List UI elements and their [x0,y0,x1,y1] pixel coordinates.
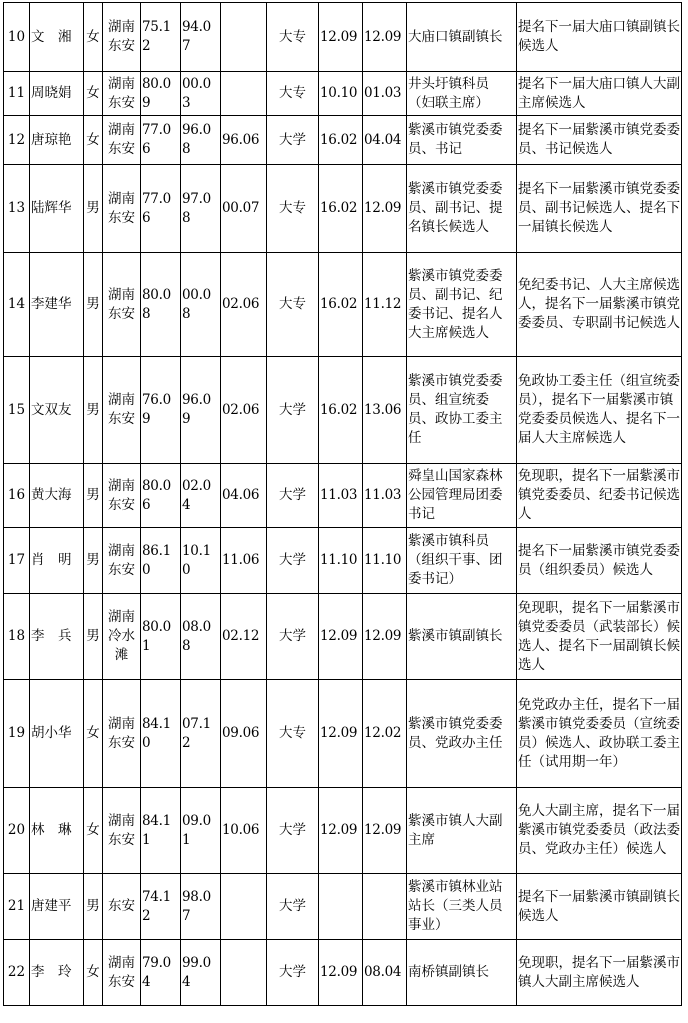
current-position-cell: 紫溪市镇副镇长 [407,594,517,680]
native-place-cell: 湖南东安 [103,464,141,528]
current-position-cell: 南桥镇副镇长 [407,940,517,1006]
birth-date-cell: 80.06 [141,464,181,528]
current-post-date-cell: 11.12 [363,253,407,357]
row-number-cell: 19 [4,680,30,788]
proposed-appointment-cell: 提名下一届大庙口镇副镇长候选人 [517,3,682,72]
native-place-cell: 湖南东安 [103,253,141,357]
party-join-date-cell: 02.06 [221,357,267,464]
person-name-cell: 黄大海 [30,464,84,528]
party-join-date-cell: 09.06 [221,680,267,788]
birth-date-cell: 77.06 [141,116,181,165]
current-level-date-cell: 16.02 [319,165,363,253]
gender-cell: 女 [84,116,103,165]
birth-date-cell: 79.04 [141,940,181,1006]
party-join-date-cell: 10.06 [221,788,267,874]
person-name-cell: 肖 明 [30,528,84,594]
proposed-appointment-cell: 免纪委书记、人大主席候选人，提名下一届紫溪市镇党委委员、专职副书记候选人 [517,253,682,357]
work-start-date-cell: 00.08 [181,253,221,357]
current-position-cell: 紫溪市镇党委委员、副书记、纪委书记、提名人大主席候选人 [407,253,517,357]
gender-cell: 男 [84,253,103,357]
gender-cell: 女 [84,3,103,72]
birth-date-cell: 74.12 [141,874,181,940]
table-row [4,165,682,253]
birth-date-cell: 80.08 [141,253,181,357]
proposed-appointment-cell: 免现职，提名下一届紫溪市镇党委委员（武装部长）候选人、提名下一届副镇长候选人 [517,594,682,680]
native-place-cell: 湖南东安 [103,357,141,464]
party-join-date-cell: 02.06 [221,253,267,357]
gender-cell: 男 [84,594,103,680]
table-row [4,72,682,116]
table-row [4,680,682,788]
education-cell: 大专 [267,165,319,253]
party-join-date-cell: 11.06 [221,528,267,594]
row-number-cell: 10 [4,3,30,72]
party-join-date-cell [221,72,267,116]
education-cell: 大学 [267,788,319,874]
proposed-appointment-cell: 免党政办主任，提名下一届紫溪市镇党委委员（宣统委员）候选人、政协联工委主任（试用期一年） [517,680,682,788]
table-row [4,464,682,528]
table-row [4,874,682,940]
current-level-date-cell [319,874,363,940]
current-post-date-cell: 12.02 [363,680,407,788]
row-number-cell: 12 [4,116,30,165]
current-position-cell: 舜皇山国家森林公园管理局团委书记 [407,464,517,528]
education-cell: 大专 [267,253,319,357]
party-join-date-cell: 02.12 [221,594,267,680]
native-place-cell: 湖南东安 [103,788,141,874]
person-name-cell: 李建华 [30,253,84,357]
birth-date-cell: 80.01 [141,594,181,680]
native-place-cell: 湖南东安 [103,680,141,788]
proposed-appointment-cell: 提名下一届紫溪市镇党委委员、书记候选人 [517,116,682,165]
gender-cell: 女 [84,680,103,788]
current-level-date-cell: 16.02 [319,253,363,357]
table-row [4,594,682,680]
gender-cell: 女 [84,940,103,1006]
current-position-cell: 紫溪市镇党委委员、副书记、提名镇长候选人 [407,165,517,253]
education-cell: 大学 [267,357,319,464]
work-start-date-cell: 00.03 [181,72,221,116]
native-place-cell: 湖南东安 [103,528,141,594]
party-join-date-cell: 00.07 [221,165,267,253]
row-number-cell: 18 [4,594,30,680]
cadre-roster-table [3,2,682,1006]
current-level-date-cell: 10.10 [319,72,363,116]
row-number-cell: 14 [4,253,30,357]
birth-date-cell: 80.09 [141,72,181,116]
party-join-date-cell [221,3,267,72]
gender-cell: 男 [84,528,103,594]
row-number-cell: 20 [4,788,30,874]
proposed-appointment-cell: 提名下一届紫溪市镇党委委员（组织委员）候选人 [517,528,682,594]
gender-cell: 男 [84,464,103,528]
education-cell: 大学 [267,594,319,680]
gender-cell: 男 [84,165,103,253]
current-post-date-cell: 04.04 [363,116,407,165]
party-join-date-cell: 04.06 [221,464,267,528]
native-place-cell: 湖南东安 [103,72,141,116]
work-start-date-cell: 09.01 [181,788,221,874]
row-number-cell: 15 [4,357,30,464]
table-row [4,788,682,874]
row-number-cell: 13 [4,165,30,253]
current-level-date-cell: 12.09 [319,594,363,680]
education-cell: 大专 [267,680,319,788]
current-post-date-cell: 12.09 [363,165,407,253]
table-row [4,357,682,464]
current-position-cell: 井头圩镇科员（妇联主席） [407,72,517,116]
education-cell: 大学 [267,874,319,940]
person-name-cell: 胡小华 [30,680,84,788]
birth-date-cell: 77.06 [141,165,181,253]
work-start-date-cell: 07.12 [181,680,221,788]
native-place-cell: 湖南东安 [103,116,141,165]
birth-date-cell: 75.12 [141,3,181,72]
current-post-date-cell: 12.09 [363,3,407,72]
person-name-cell: 李 玲 [30,940,84,1006]
row-number-cell: 22 [4,940,30,1006]
current-position-cell: 紫溪市镇党委委员、组宣统委员、政协工委主任 [407,357,517,464]
party-join-date-cell [221,874,267,940]
current-post-date-cell: 12.09 [363,788,407,874]
education-cell: 大学 [267,464,319,528]
person-name-cell: 周晓娟 [30,72,84,116]
current-post-date-cell: 13.06 [363,357,407,464]
proposed-appointment-cell: 免政协工委主任（组宣统委员），提名下一届紫溪市镇党委委员候选人、提名下一届人大主席候选人 [517,357,682,464]
person-name-cell: 唐琼艳 [30,116,84,165]
work-start-date-cell: 10.10 [181,528,221,594]
row-number-cell: 11 [4,72,30,116]
current-position-cell: 紫溪市镇人大副主席 [407,788,517,874]
birth-date-cell: 76.09 [141,357,181,464]
row-number-cell: 21 [4,874,30,940]
current-post-date-cell: 12.09 [363,594,407,680]
table-row [4,940,682,1006]
native-place-cell: 东安 [103,874,141,940]
person-name-cell: 林 琳 [30,788,84,874]
current-level-date-cell: 12.09 [319,3,363,72]
proposed-appointment-cell: 免现职，提名下一届紫溪市镇人大副主席候选人 [517,940,682,1006]
party-join-date-cell: 96.06 [221,116,267,165]
native-place-cell: 湖南东安 [103,940,141,1006]
education-cell: 大专 [267,3,319,72]
table-row [4,3,682,72]
education-cell: 大学 [267,528,319,594]
gender-cell: 女 [84,788,103,874]
gender-cell: 男 [84,874,103,940]
current-level-date-cell: 12.09 [319,940,363,1006]
work-start-date-cell: 98.07 [181,874,221,940]
current-position-cell: 紫溪市镇党委委员、书记 [407,116,517,165]
current-post-date-cell [363,874,407,940]
current-position-cell: 紫溪市镇党委委员、党政办主任 [407,680,517,788]
work-start-date-cell: 94.07 [181,3,221,72]
current-level-date-cell: 12.09 [319,788,363,874]
proposed-appointment-cell: 提名下一届紫溪市镇党委委员、副书记候选人、提名下一届镇长候选人 [517,165,682,253]
current-level-date-cell: 11.10 [319,528,363,594]
row-number-cell: 16 [4,464,30,528]
birth-date-cell: 84.11 [141,788,181,874]
native-place-cell: 湖南东安 [103,3,141,72]
gender-cell: 男 [84,357,103,464]
proposed-appointment-cell: 提名下一届紫溪市镇副镇长候选人 [517,874,682,940]
native-place-cell: 湖南东安 [103,165,141,253]
current-post-date-cell: 01.03 [363,72,407,116]
current-position-cell: 大庙口镇副镇长 [407,3,517,72]
birth-date-cell: 86.10 [141,528,181,594]
table-row [4,253,682,357]
work-start-date-cell: 96.08 [181,116,221,165]
current-post-date-cell: 11.03 [363,464,407,528]
education-cell: 大学 [267,940,319,1006]
current-post-date-cell: 11.10 [363,528,407,594]
work-start-date-cell: 08.08 [181,594,221,680]
current-level-date-cell: 16.02 [319,116,363,165]
person-name-cell: 文 湘 [30,3,84,72]
current-level-date-cell: 12.09 [319,680,363,788]
current-position-cell: 紫溪市镇科员（组织干事、团委书记） [407,528,517,594]
proposed-appointment-cell: 提名下一届大庙口镇人大副主席候选人 [517,72,682,116]
person-name-cell: 唐建平 [30,874,84,940]
education-cell: 大学 [267,116,319,165]
current-position-cell: 紫溪市镇林业站站长（三类人员事业） [407,874,517,940]
work-start-date-cell: 02.04 [181,464,221,528]
work-start-date-cell: 99.04 [181,940,221,1006]
education-cell: 大专 [267,72,319,116]
proposed-appointment-cell: 免人大副主席，提名下一届紫溪市镇党委委员（政法委员、党政办主任）候选人 [517,788,682,874]
proposed-appointment-cell: 免现职，提名下一届紫溪市镇党委委员、纪委书记候选人 [517,464,682,528]
row-number-cell: 17 [4,528,30,594]
current-level-date-cell: 11.03 [319,464,363,528]
current-post-date-cell: 08.04 [363,940,407,1006]
table-row [4,528,682,594]
table-row [4,116,682,165]
person-name-cell: 陆辉华 [30,165,84,253]
work-start-date-cell: 96.09 [181,357,221,464]
work-start-date-cell: 97.08 [181,165,221,253]
birth-date-cell: 84.10 [141,680,181,788]
gender-cell: 女 [84,72,103,116]
person-name-cell: 李 兵 [30,594,84,680]
current-level-date-cell: 16.02 [319,357,363,464]
native-place-cell: 湖南冷水滩 [103,594,141,680]
party-join-date-cell [221,940,267,1006]
person-name-cell: 文双友 [30,357,84,464]
